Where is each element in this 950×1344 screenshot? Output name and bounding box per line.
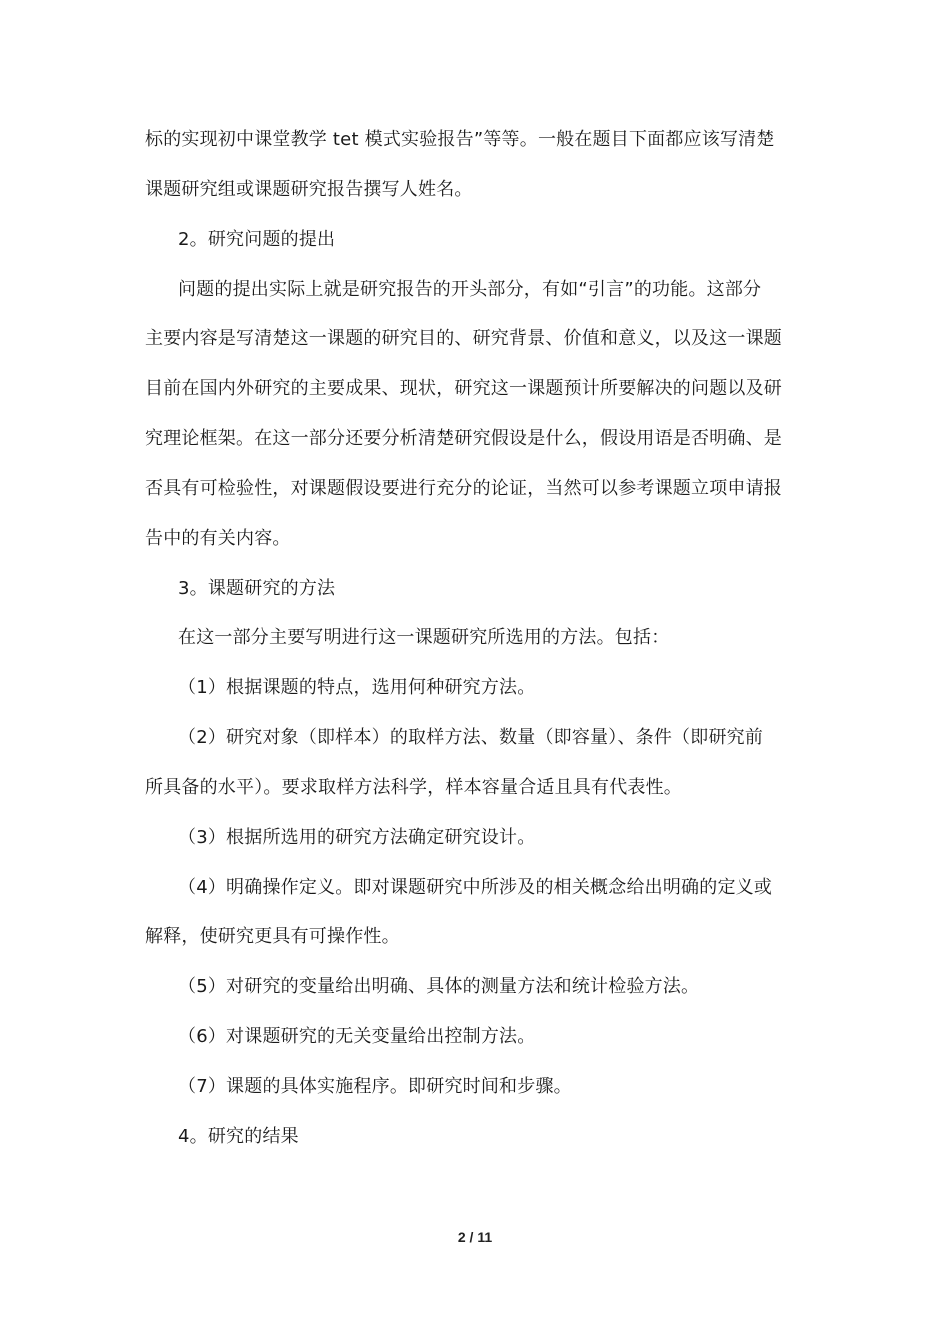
section-heading: 3。课题研究的方法 [178, 578, 336, 599]
body-text-line: 所具备的水平）。要求取样方法科学，样本容量合适且具有代表性。 [145, 777, 682, 798]
list-item: （1）根据课题的特点，选用何种研究方法。 [178, 677, 536, 698]
body-text-line: 否具有可检验性，对课题假设要进行充分的论证，当然可以参考课题立项申请报 [145, 478, 782, 499]
section-heading: 2。研究问题的提出 [178, 229, 336, 250]
section-heading: 4。研究的结果 [178, 1126, 299, 1147]
body-text-line: 在这一部分主要写明进行这一课题研究所选用的方法。包括： [178, 627, 670, 648]
body-text-line: 解释，使研究更具有可操作性。 [145, 926, 400, 947]
list-item: （2）研究对象（即样本）的取样方法、数量（即容量）、条件（即研究前 [178, 727, 764, 748]
body-text-line: 告中的有关内容。 [145, 528, 291, 549]
body-text-line: 究理论框架。在这一部分还要分析清楚研究假设是什么，假设用语是否明确、是 [145, 428, 782, 449]
list-item: （3）根据所选用的研究方法确定研究设计。 [178, 827, 536, 848]
page-number: 2 / 11 [457, 1229, 493, 1245]
body-text-line: 问题的提出实际上就是研究报告的开头部分，有如“引言”的功能。这部分 [178, 279, 762, 300]
list-item: （6）对课题研究的无关变量给出控制方法。 [178, 1026, 536, 1047]
list-item: （5）对研究的变量给出明确、具体的测量方法和统计检验方法。 [178, 976, 700, 997]
body-text-line: 主要内容是写清楚这一课题的研究目的、研究背景、价值和意义，以及这一课题 [145, 328, 782, 349]
body-text-line: 课题研究组或课题研究报告撰写人姓名。 [145, 179, 473, 200]
list-item: （4）明确操作定义。即对课题研究中所涉及的相关概念给出明确的定义或 [178, 877, 773, 898]
body-text-line: 目前在国内外研究的主要成果、现状，研究这一课题预计所要解决的问题以及研 [145, 378, 782, 399]
list-item: （7）课题的具体实施程序。即研究时间和步骤。 [178, 1076, 572, 1097]
body-text-line: 标的实现初中课堂教学 tet 模式实验报告”等等。一般在题目下面都应该写清楚 [145, 129, 775, 150]
